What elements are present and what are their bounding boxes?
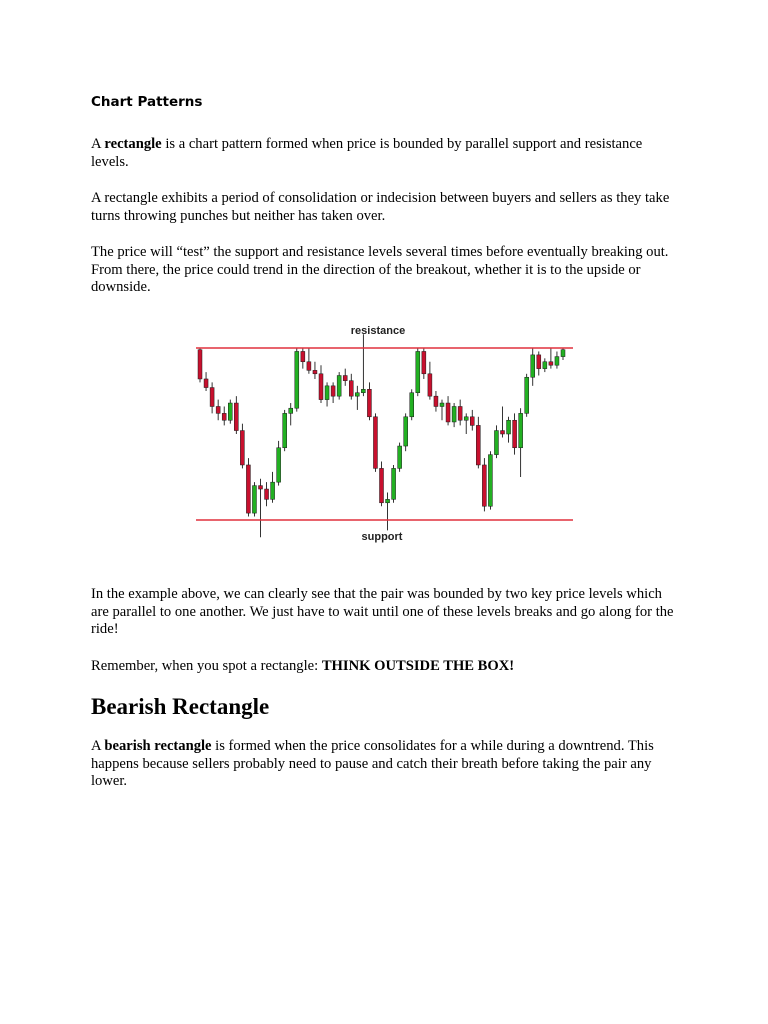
candle-down (482, 465, 486, 506)
candle-up (252, 486, 256, 514)
candle-down (513, 420, 517, 448)
paragraph-rectangle-definition (91, 136, 681, 171)
candle-up (531, 355, 535, 377)
candle-down (319, 374, 323, 400)
candle-down (301, 351, 305, 361)
candle-down (246, 465, 250, 513)
candle-down (265, 489, 269, 499)
candle-up (507, 420, 511, 434)
candle-down (210, 388, 214, 407)
resistance-label: resistance (350, 325, 406, 337)
candle-down (434, 396, 438, 406)
candle-up (488, 455, 492, 507)
paragraph-test-levels: The price will “test” the support and resistance levels several times before eventually breaking out. From there, the price could trend in the direction of the breakout, whether it is to the upside or downside. (91, 244, 669, 295)
candle-up (295, 351, 299, 408)
candle-up (337, 376, 341, 397)
text-run: Remember, when you spot a rectangle: (91, 658, 322, 674)
candle-down (549, 362, 553, 365)
candlestick-chart-svg (196, 318, 586, 550)
candle-down (367, 389, 371, 417)
candle-up (404, 417, 408, 446)
candle-down (373, 417, 377, 469)
candle-up (519, 413, 523, 447)
candle-down (501, 431, 505, 434)
candle-up (561, 350, 565, 357)
candle-up (525, 377, 529, 413)
candle-down (216, 406, 220, 413)
candle-down (428, 374, 432, 396)
candle-up (555, 357, 559, 366)
candle-up (494, 431, 498, 455)
text-run: is a chart pattern formed when price is bounded by parallel support and resistance levels. (91, 136, 643, 170)
candle-down (307, 362, 311, 371)
candle-down (458, 406, 462, 420)
text-run: is formed when the price consolidates for a while during a downtrend. This happens because sellers probably need to pause and catch their breath before taking the pair any lower. (91, 738, 654, 789)
candle-down (313, 370, 317, 373)
candle-up (452, 406, 456, 421)
candle-up (289, 408, 293, 413)
candle-up (277, 448, 281, 482)
candle-up (355, 393, 359, 396)
candle-up (392, 468, 396, 499)
candle-up (440, 403, 444, 406)
candle-down (343, 376, 347, 381)
candle-down (331, 386, 335, 396)
candle-down (240, 431, 244, 465)
paragraph-bearish-definition (91, 738, 681, 791)
section-heading-bearish-rectangle: Bearish Rectangle (91, 694, 270, 719)
candle-down (198, 350, 202, 379)
candle-up (398, 446, 402, 468)
candle-up (325, 386, 329, 400)
candle-down (476, 425, 480, 465)
text-run: A (91, 136, 105, 152)
candle-up (464, 417, 468, 420)
candle-up (386, 499, 390, 502)
candle-up (283, 413, 287, 447)
candle-down (446, 403, 450, 422)
paragraph-remember (91, 658, 681, 676)
candle-down (380, 468, 384, 502)
candle-up (361, 389, 365, 392)
rectangle-pattern-chart (196, 318, 586, 550)
section-heading-chart-patterns: Chart Patterns (91, 94, 203, 110)
bold-term-bearish-rectangle: bearish rectangle (104, 738, 212, 754)
bold-think-outside-the-box: THINK OUTSIDE THE BOX! (321, 658, 515, 674)
candle-down (222, 413, 226, 420)
text-run: A (91, 738, 105, 754)
paragraph-consolidation: A rectangle exhibits a period of consolidation or indecision between buyers and sellers as they take turns throwing punches but neither has taken over. (91, 190, 670, 224)
candle-down (204, 379, 208, 388)
candle-up (410, 393, 414, 417)
candle-down (537, 355, 541, 369)
candle-up (228, 403, 232, 420)
candle-up (271, 482, 275, 499)
candle-down (422, 351, 426, 373)
candles-group (198, 334, 565, 537)
candle-down (349, 381, 353, 396)
candle-down (470, 417, 474, 426)
paragraph-example-explanation: In the example above, we can clearly see that the pair was bounded by two key price levels which are parallel to one another. We just have to wait until one of these levels breaks and go along for the ride! (91, 586, 674, 637)
bold-term-rectangle: rectangle (104, 136, 162, 152)
candle-up (543, 362, 547, 369)
candle-down (234, 403, 238, 431)
candle-down (259, 486, 263, 489)
support-label: support (361, 531, 403, 543)
candle-up (416, 351, 420, 392)
